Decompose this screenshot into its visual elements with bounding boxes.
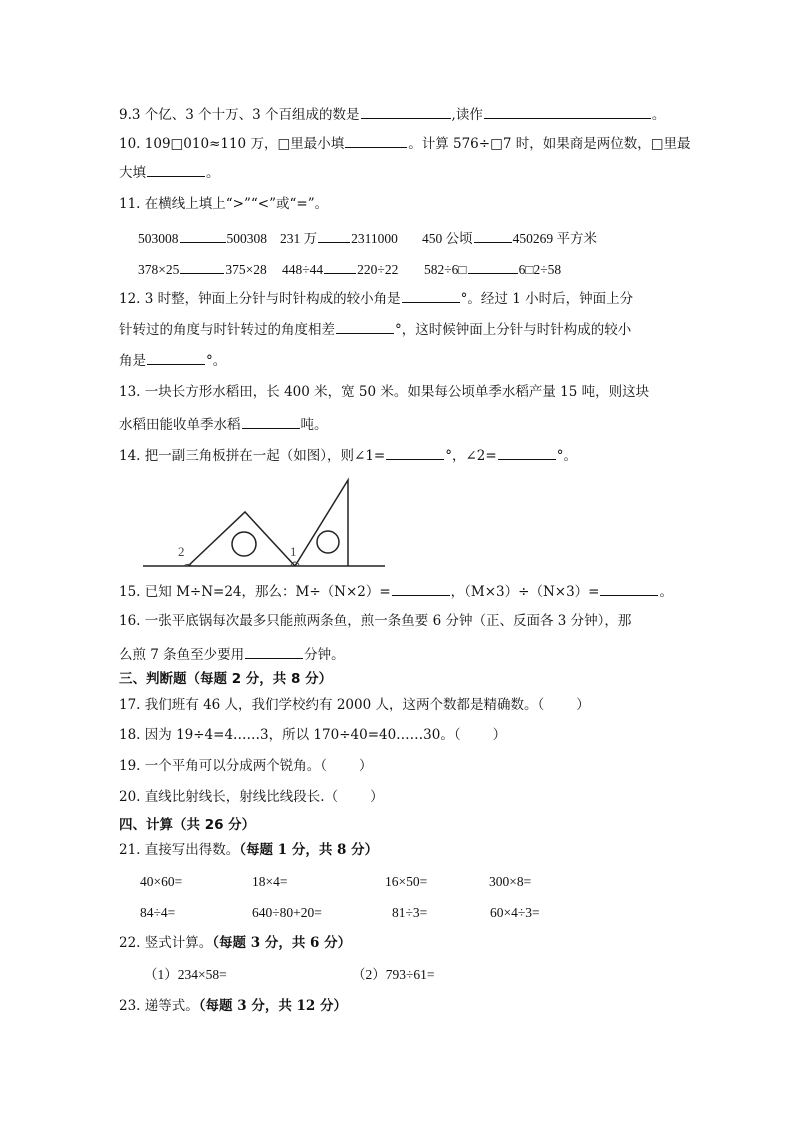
question-number: 12. bbox=[119, 291, 141, 307]
calc-item: 81÷3= bbox=[392, 905, 428, 920]
question-text: 直接写出得数。 bbox=[144, 842, 240, 858]
question-text: ,读作 bbox=[451, 107, 483, 123]
punctuation: ） bbox=[492, 727, 507, 743]
compare-left: 582÷6□ bbox=[424, 262, 467, 277]
question-text: °，∠2= bbox=[445, 448, 497, 464]
section-score: （共 26 分） bbox=[173, 817, 256, 833]
section-score: （每题 2 分，共 8 分） bbox=[186, 671, 333, 687]
question-text: 3 时整，钟面上分针与时针构成的较小角是 bbox=[144, 291, 401, 307]
compare-right: 450269 平方米 bbox=[512, 231, 597, 246]
question-number: 20. bbox=[119, 789, 141, 805]
section-title: 四、计算 bbox=[119, 817, 173, 833]
question-text: 3 个亿、3 个十万、3 个百组成的数是 bbox=[131, 107, 360, 123]
calc-item: 60×4÷3= bbox=[490, 905, 540, 920]
calc-item: 18×4= bbox=[252, 874, 288, 889]
punctuation: 。 bbox=[651, 107, 666, 123]
punctuation: °。 bbox=[206, 353, 227, 369]
vertical-calc-item: （2）793÷61= bbox=[352, 967, 435, 982]
question-text: 针转过的角度与时针转过的角度相差 bbox=[119, 322, 335, 338]
question-text: 竖式计算。 bbox=[144, 935, 213, 951]
compare-left: 448÷44 bbox=[282, 262, 324, 277]
question-text: 水稻田能收单季水稻 bbox=[119, 417, 241, 433]
compare-right: 6□2÷58 bbox=[518, 262, 562, 277]
question-number: 16. bbox=[119, 613, 141, 629]
question-text: 角是 bbox=[119, 353, 146, 369]
answer-blank[interactable] bbox=[245, 643, 303, 659]
question-text: 一张平底锅每次最多只能煎两条鱼，煎一条鱼要 6 分钟（正、反面各 3 分钟），那 bbox=[144, 613, 632, 629]
calc-item: 16×50= bbox=[385, 874, 428, 889]
question-number: 15. bbox=[119, 584, 141, 600]
question-number: 11. bbox=[119, 196, 141, 212]
question-text: 么煎 7 条鱼至少要用 bbox=[119, 647, 245, 663]
compare-right: 375×28 bbox=[225, 262, 267, 277]
question-text: 递等式。 bbox=[144, 998, 199, 1014]
question-score: （每题 3 分，共 6 分） bbox=[212, 935, 352, 951]
question-text: 。计算 576÷□7 时，如果商是两位数，□里最 bbox=[408, 136, 691, 152]
question-number: 19. bbox=[119, 758, 141, 774]
question-number: 13. bbox=[119, 384, 141, 400]
question-number: 14. bbox=[119, 448, 141, 464]
compare-left: 378×25 bbox=[138, 262, 180, 277]
answer-blank[interactable] bbox=[392, 580, 450, 596]
question-text: 直线比射线长，射线比线段长.（ bbox=[144, 789, 339, 805]
question-16 bbox=[119, 611, 631, 631]
compare-right: 220÷22 bbox=[357, 262, 399, 277]
compare-left: 503008 bbox=[138, 231, 179, 246]
question-text: 我们班有 46 人，我们学校约有 2000 人，这两个数都是精确数。（ bbox=[144, 697, 545, 713]
question-number: 9. bbox=[119, 107, 132, 123]
question-text: 已知 M÷N=24，那么：M÷（N×2）= bbox=[144, 584, 391, 600]
question-text: 把一副三角板拼在一起（如图），则∠1= bbox=[144, 448, 386, 464]
triangle-45 bbox=[188, 512, 295, 566]
section-3-heading bbox=[119, 669, 332, 689]
question-18 bbox=[119, 725, 506, 745]
question-number: 23. bbox=[119, 998, 141, 1014]
question-text: °，这时候钟面上分针与时针构成的较小 bbox=[395, 322, 632, 338]
punctuation: 吨。 bbox=[300, 417, 328, 433]
question-22 bbox=[119, 933, 351, 953]
question-score: （每题 1 分，共 8 分） bbox=[239, 842, 379, 858]
question-score: （每题 3 分，共 12 分） bbox=[198, 998, 348, 1014]
question-16-line2 bbox=[119, 643, 345, 665]
question-text: 一块长方形水稻田，长 400 米，宽 50 米。如果每公顷单季水稻产量 15 吨，则这块 bbox=[144, 384, 650, 400]
section-title: 三、判断题 bbox=[119, 671, 187, 687]
question-20 bbox=[119, 787, 384, 807]
punctuation: ） bbox=[359, 758, 373, 774]
question-21 bbox=[119, 840, 378, 860]
question-text: ，（M×3）÷（N×3）= bbox=[450, 584, 600, 600]
section-4-heading bbox=[119, 815, 255, 835]
question-text: 大填 bbox=[119, 165, 146, 181]
compare-right: 500308 bbox=[226, 231, 267, 246]
triangle-30-60-hole bbox=[317, 531, 339, 553]
question-number: 22. bbox=[119, 935, 141, 951]
question-number: 10. bbox=[119, 136, 141, 152]
question-text: 109□010≈110 万，□里最小填 bbox=[144, 136, 345, 152]
triangle-30-60 bbox=[295, 480, 348, 566]
question-number: 17. bbox=[119, 697, 141, 713]
compare-left: 231 万 bbox=[280, 231, 318, 246]
calc-item: 640÷80+20= bbox=[252, 905, 322, 920]
vertical-calc-item: （1）234×58= bbox=[144, 967, 227, 982]
question-number: 18. bbox=[119, 727, 141, 743]
question-text: 因为 19÷4=4……3，所以 170÷40=40……30。（ bbox=[144, 727, 461, 743]
angle-1-label: 1 bbox=[290, 544, 297, 559]
question-17 bbox=[119, 695, 590, 715]
angle-2-label: 2 bbox=[178, 544, 185, 559]
calc-item: 84÷4= bbox=[140, 905, 176, 920]
question-15 bbox=[119, 580, 673, 602]
question-text: 在横线上填上“>”“<”或“=”。 bbox=[144, 196, 329, 212]
question-number: 21. bbox=[119, 842, 141, 858]
calc-item: 40×60= bbox=[140, 874, 183, 889]
question-19 bbox=[119, 756, 373, 776]
compare-right: 2311000 bbox=[351, 231, 398, 246]
punctuation: ） bbox=[576, 697, 590, 713]
punctuation: °。 bbox=[556, 448, 577, 464]
punctuation: 分钟。 bbox=[304, 647, 345, 663]
compare-left: 450 公顷 bbox=[422, 231, 473, 246]
calc-item: 300×8= bbox=[489, 874, 532, 889]
answer-blank[interactable] bbox=[600, 580, 658, 596]
question-text: 一个平角可以分成两个锐角。（ bbox=[144, 758, 328, 774]
question-text: °。经过 1 小时后，钟面上分 bbox=[460, 291, 634, 307]
punctuation: 。 bbox=[206, 165, 220, 181]
triangle-45-hole bbox=[232, 532, 256, 556]
question-23 bbox=[119, 996, 347, 1016]
punctuation: ） bbox=[370, 789, 384, 805]
punctuation: 。 bbox=[659, 584, 673, 600]
